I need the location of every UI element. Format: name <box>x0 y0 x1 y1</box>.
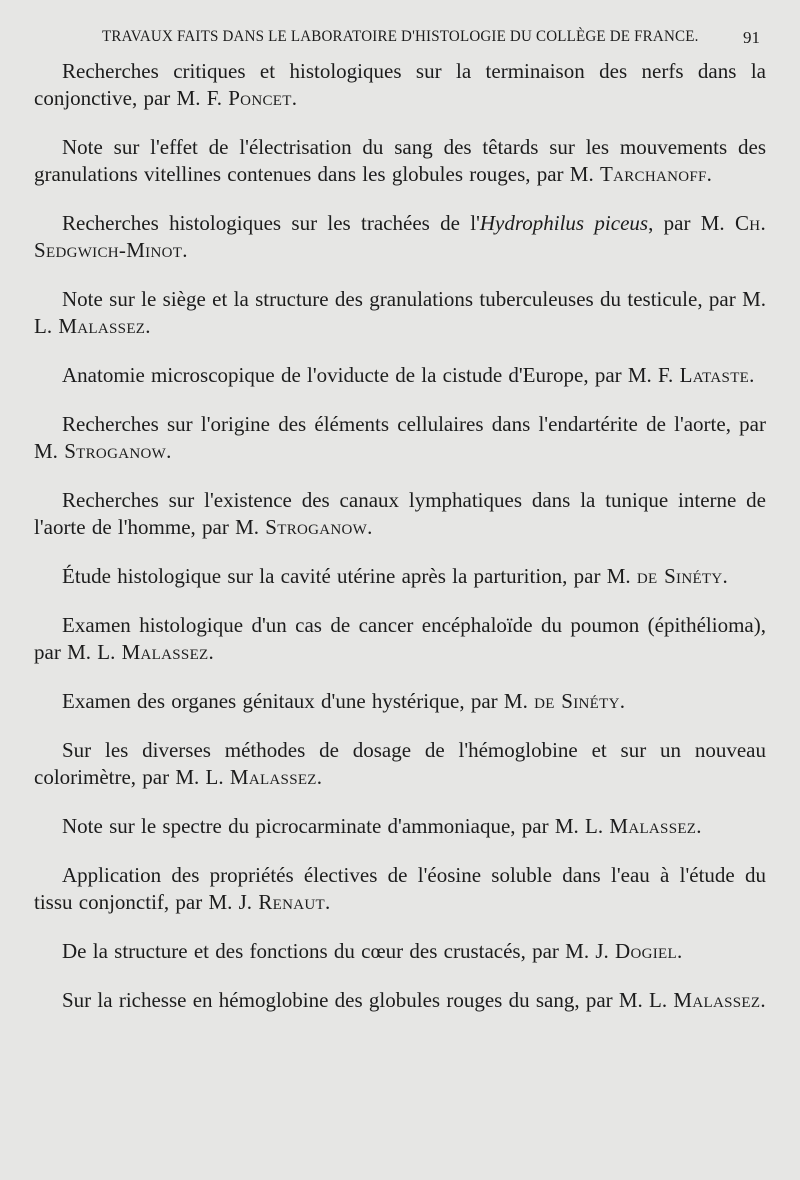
entry-author: Malassez <box>673 988 761 1012</box>
entry-punct: . <box>696 814 702 838</box>
list-item <box>34 563 766 590</box>
entry-text: Application des propriétés électives de l'éosine soluble dans l'eau à l'étude du tissu conjonctif, par M. J. <box>34 863 766 914</box>
entry-text: Note sur le spectre du picrocarminate d'ammoniaque, par M. L. <box>62 814 610 838</box>
entry-author: Malassez <box>609 814 697 838</box>
entry-text-mid: , par M. <box>648 211 735 235</box>
entry-text: Sur les diverses méthodes de dosage de l'hémoglobine et sur un nouveau colorimètre, par M. L. <box>34 738 766 789</box>
list-item <box>34 362 766 389</box>
entry-punct: . <box>706 162 712 186</box>
entry-text: Étude histologique sur la cavité utérine après la parturition, par M. <box>62 564 637 588</box>
entry-author: Malassez <box>58 314 146 338</box>
entry-text: Recherches critiques et histologiques sur la terminaison des nerfs dans la conjonctive, par M. F. <box>34 59 766 110</box>
list-item <box>34 487 766 541</box>
entry-author: Dogiel <box>615 939 677 963</box>
entry-text: Examen des organes génitaux d'une hystérique, par M. <box>62 689 535 713</box>
list-item <box>34 210 766 264</box>
entry-author: Malassez <box>229 765 317 789</box>
entry-author: Tarchanoff <box>599 162 707 186</box>
entry-punct: . <box>324 890 331 914</box>
list-item <box>34 813 766 840</box>
entry-text: Recherches histologiques sur les trachées de l' <box>62 211 480 235</box>
list-item <box>34 612 766 666</box>
entry-punct: . <box>749 363 755 387</box>
entry-author: Lataste <box>679 363 750 387</box>
entry-punct: . <box>676 939 683 963</box>
list-item <box>34 987 766 1014</box>
list-item <box>34 938 766 965</box>
entry-author: Renaut <box>258 890 325 914</box>
running-head: TRAVAUX FAITS DANS LE LABORATOIRE D'HISTOLOGIE DU COLLÈGE DE FRANCE. <box>101 28 699 45</box>
list-item <box>34 286 766 340</box>
page-header <box>34 28 766 54</box>
entry-punct: . <box>722 564 728 588</box>
entry-author: Stroganow <box>64 439 167 463</box>
page-number: 91 <box>743 28 760 47</box>
entry-text: Anatomie microscopique de l'oviducte de la cistude d'Europe, par M. F. <box>62 363 680 387</box>
bibliography-list <box>34 58 766 1014</box>
entry-text: Sur la richesse en hémoglobine des globules rouges du sang, par M. L. <box>62 988 674 1012</box>
list-item <box>34 737 766 791</box>
entry-text: Recherches sur l'existence des canaux lymphatiques dans la tunique interne de l'aorte de l'homme, par M. <box>34 488 766 539</box>
list-item <box>34 688 766 715</box>
entry-punct: . <box>145 314 151 338</box>
list-item <box>34 134 766 188</box>
entry-text: Examen histologique d'un cas de cancer encéphaloïde du poumon (épithélioma), par M. L. <box>34 613 766 664</box>
entry-punct: . <box>367 515 373 539</box>
entry-author: de Sinéty <box>534 689 620 713</box>
entry-punct: . <box>760 988 766 1012</box>
list-item <box>34 58 766 112</box>
entry-punct: . <box>291 86 297 110</box>
list-item <box>34 411 766 465</box>
entry-author: Stroganow <box>265 515 368 539</box>
entry-punct: . <box>619 689 625 713</box>
entry-punct: . <box>208 640 214 664</box>
entry-author: de Sinéty <box>636 564 723 588</box>
entry-punct: . <box>182 238 188 262</box>
entry-text: Recherches sur l'origine des éléments cellulaires dans l'endartérite de l'aorte, par M. <box>34 412 766 463</box>
entry-punct: . <box>316 765 323 789</box>
entry-author: Malassez <box>121 640 209 664</box>
entry-text: Note sur l'effet de l'électrisation du sang des têtards sur les mouvements des granulations vitellines contenues dans les globules rouges, par M. <box>34 135 766 186</box>
entry-punct: . <box>166 439 172 463</box>
entry-author: Ch. Sedgwich-Minot <box>34 211 766 262</box>
list-item <box>34 862 766 916</box>
entry-italic: Hydrophilus piceus <box>479 211 649 235</box>
entry-text: De la structure et des fonctions du cœur des crustacés, par M. J. <box>62 939 616 963</box>
entry-text: Note sur le siège et la structure des granulations tuberculeuses du testicule, par M. L. <box>34 287 766 338</box>
entry-author: Poncet <box>228 86 292 110</box>
